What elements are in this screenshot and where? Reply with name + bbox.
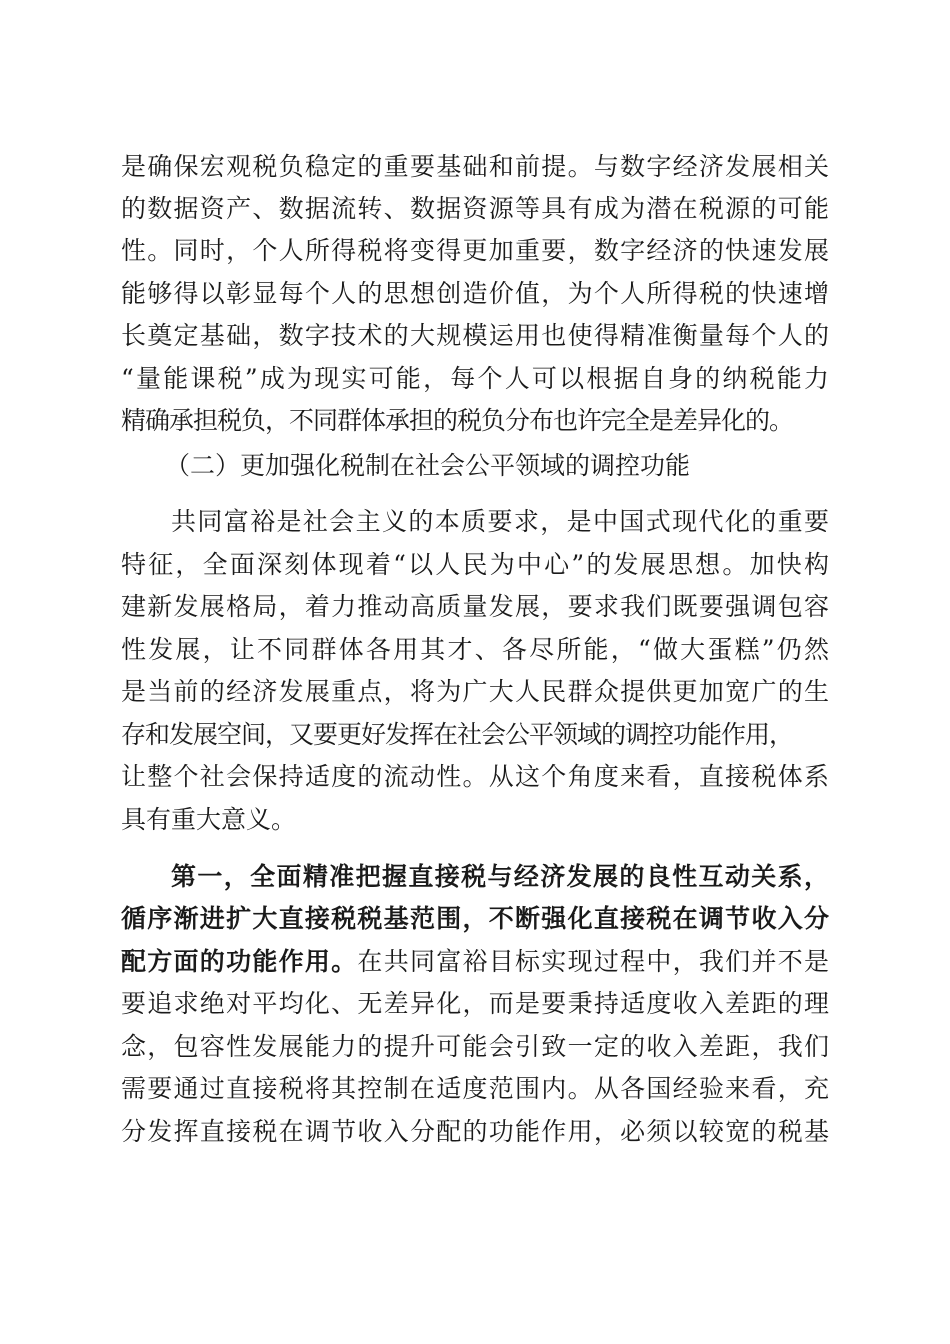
text-line: 具有重大意义。 <box>121 805 297 834</box>
bold-text-line: 循序渐进扩大直接税税基范围，不断强化直接税在调节收入分 <box>121 904 829 933</box>
text-line: 精确承担税负，不同群体承担的税负分布也许完全是差异化的。 <box>121 406 794 435</box>
bold-text-run: 配方面的功能作用。 <box>121 947 358 976</box>
bold-text-line: 第一，全面精准把握直接税与经济发展的良性互动关系， <box>171 862 829 891</box>
text-line: 建新发展格局，着力推动高质量发展，要求我们既要强调包容 <box>121 592 829 621</box>
text-line: 的数据资产、数据流转、数据资源等具有成为潜在税源的可能 <box>121 194 829 223</box>
section-heading: （二）更加强化税制在社会公平领域的调控功能 <box>165 451 691 480</box>
text-line: 共同富裕是社会主义的本质要求，是中国式现代化的重要 <box>171 507 829 536</box>
text-line: 是确保宏观税负稳定的重要基础和前提。与数字经济发展相关 <box>121 152 829 181</box>
text-line: 让整个社会保持适度的流动性。从这个角度来看，直接税体系 <box>121 762 829 791</box>
text-line <box>121 949 829 974</box>
text-line: 念，包容性发展能力的提升可能会引致一定的收入差距，我们 <box>121 1032 829 1061</box>
text-line: “量能课税”成为现实可能，每个人可以根据自身的纳税能力 <box>121 364 829 393</box>
text-line: 存和发展空间，又要更好发挥在社会公平领域的调控功能作用， <box>121 720 794 749</box>
text-line: 要追求绝对平均化、无差异化，而是要秉持适度收入差距的理 <box>121 989 829 1018</box>
text-line: 性。同时，个人所得税将变得更加重要，数字经济的快速发展 <box>121 236 829 265</box>
text-line: 是当前的经济发展重点，将为广大人民群众提供更加宽广的生 <box>121 677 829 706</box>
text-line: 分发挥直接税在调节收入分配的功能作用，必须以较宽的税基 <box>121 1117 829 1146</box>
text-line: 性发展，让不同群体各用其才、各尽所能，“做大蛋糕”仍然 <box>121 635 829 664</box>
text-line: 需要通过直接税将其控制在适度范围内。从各国经验来看，充 <box>121 1074 829 1103</box>
text-run: 在共同富裕目标实现过程中，我们并不是 <box>357 947 829 976</box>
text-line: 能够得以彰显每个人的思想创造价值，为个人所得税的快速增 <box>121 279 829 308</box>
text-line: 特征，全面深刻体现着“以人民为中心”的发展思想。加快构 <box>121 550 829 579</box>
text-line: 长奠定基础，数字技术的大规模运用也使得精准衡量每个人的 <box>121 321 829 350</box>
